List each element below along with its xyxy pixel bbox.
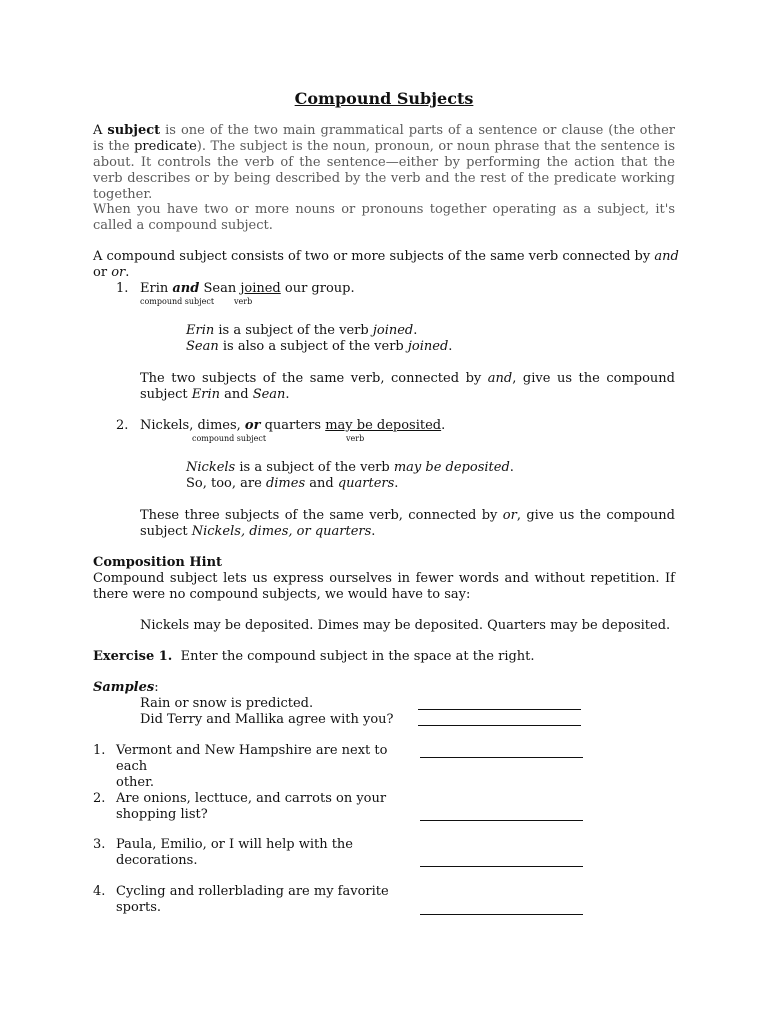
item-line: shopping list? (116, 807, 208, 822)
sample-answer-blank[interactable] (418, 725, 581, 726)
explanation-text: is also a subject of the verb (218, 339, 408, 354)
verb-word: joined (372, 323, 414, 338)
label-verb: verb (234, 297, 253, 306)
item-sentence (116, 743, 416, 791)
summary-text: The two subjects of the same verb, connected by (140, 371, 488, 386)
answer-blank[interactable] (420, 914, 583, 915)
subject-word: Nickels (186, 460, 236, 475)
sentence-text: Erin (140, 281, 173, 296)
hint-heading: Composition Hint (93, 555, 223, 570)
summary-erin: Erin (191, 387, 220, 402)
rule-text: A compound subject consists of two or more subjects of the same verb connected by (93, 249, 655, 264)
example-sentence (140, 281, 540, 297)
explanation-text: and (305, 476, 338, 491)
summary-text: . (371, 524, 376, 539)
explanation-text: So, too, are (186, 476, 266, 491)
intro-paragraph-definition (93, 123, 675, 203)
rule-text: or (93, 265, 112, 280)
explanation-text: is a subject of the verb (235, 460, 394, 475)
sentence-text: . (441, 418, 446, 433)
verb: joined (240, 281, 281, 296)
explanation-text: . (509, 460, 514, 475)
item-line: Cycling and rollerblading are my favorite (116, 884, 389, 899)
item-line: Vermont and New Hampshire are next to each (116, 743, 388, 774)
item-number: 4. (93, 884, 106, 899)
summary-or: or (502, 508, 517, 523)
sentence-text: quarters (260, 418, 326, 433)
subject-word: Sean (186, 339, 219, 354)
exercise-heading (93, 649, 653, 665)
item-line: decorations. (116, 853, 198, 868)
explanation-text: . (448, 339, 453, 354)
sentence-text: Sean (199, 281, 241, 296)
item-line: other. (116, 775, 155, 790)
answer-blank[interactable] (420, 820, 583, 821)
conjunction: or (244, 418, 261, 433)
sample-sentence: Did Terry and Mallika agree with you? (140, 712, 394, 727)
hint-body: Compound subject lets us express ourselves in fewer words and without repetition. If there were no compound subjects, we would have to say: (93, 571, 675, 602)
intro-paragraph-rule (93, 249, 693, 281)
page-title: Compound Subjects (294, 89, 474, 108)
term-predicate: predicate (134, 139, 197, 154)
verb-word: joined (407, 339, 449, 354)
sample-sentence: Rain or snow is predicted. (140, 696, 314, 711)
answer-blank[interactable] (420, 866, 583, 867)
item-sentence (116, 791, 416, 823)
subject-word: Erin (186, 323, 215, 338)
summary-and: and (487, 371, 513, 386)
item-number: 3. (93, 837, 106, 852)
verb-word: may be deposited (393, 460, 510, 475)
example-summary (140, 371, 675, 403)
hint-example: Nickels may be deposited. Dimes may be deposited. Quarters may be deposited. (140, 618, 671, 633)
intro-text: A (93, 123, 108, 138)
term-subject: subject (107, 123, 161, 138)
explanation-text: . (394, 476, 399, 491)
sentence-text: Nickels, dimes, (140, 418, 245, 433)
example-summary (140, 508, 675, 540)
example-sentence (140, 418, 540, 434)
exercise-label: Exercise 1. (93, 649, 173, 664)
item-line: Paula, Emilio, or I will help with the (116, 837, 353, 852)
intro-text: ). The subject is the noun, pronoun, or noun phrase that the sentence is about. It controls the verb of the sentence—either by performing the action that the verb describes or by being described by the verb and the rest of the predicate working together. (93, 139, 676, 202)
samples-label (93, 680, 159, 696)
summary-sean: Sean (252, 387, 286, 402)
item-number: 2. (93, 791, 106, 806)
rule-or: or (111, 265, 126, 280)
example-number: 2. (116, 418, 129, 433)
item-sentence (116, 884, 416, 916)
label-compound-subject: compound subject (140, 297, 215, 306)
rule-and: and (654, 249, 679, 264)
intro-paragraph-compound: When you have two or more nouns or pronouns together operating as a subject, it's called a compound subject. (93, 202, 675, 233)
summary-text: , give us the compound subject (140, 508, 675, 539)
verb: may be deposited (325, 418, 442, 433)
label-verb: verb (346, 434, 365, 443)
summary-text: , give us the compound subject (140, 371, 675, 402)
intro-text: is one of the two main grammatical parts of a sentence or clause (the other is the (93, 123, 675, 154)
label-compound-subject: compound subject (192, 434, 267, 443)
item-line: sports. (116, 900, 162, 915)
summary-list: Nickels, dimes, or quarters (191, 524, 372, 539)
conjunction: and (172, 281, 200, 296)
item-line: Are onions, lecttuce, and carrots on your (116, 791, 387, 806)
explanation-text: is a subject of the verb (214, 323, 373, 338)
explanation-line (186, 339, 586, 355)
explanation-line (186, 323, 586, 339)
subject-word: dimes (265, 476, 306, 491)
explanation-text: . (413, 323, 418, 338)
summary-text: These three subjects of the same verb, connected by (140, 508, 503, 523)
samples-colon: : (154, 680, 159, 695)
explanation-line (186, 476, 606, 492)
item-sentence (116, 837, 416, 869)
rule-text: . (125, 265, 130, 280)
example-number: 1. (116, 281, 129, 296)
exercise-instruction: Enter the compound subject in the space at the right. (180, 649, 535, 664)
explanation-line (186, 460, 606, 476)
subject-word: quarters (337, 476, 395, 491)
summary-text: . (285, 387, 290, 402)
summary-text: and (219, 387, 253, 402)
sample-answer-blank[interactable] (418, 709, 581, 710)
item-number: 1. (93, 743, 106, 758)
samples-heading: Samples (93, 680, 155, 695)
answer-blank[interactable] (420, 757, 583, 758)
sentence-text: our group. (280, 281, 355, 296)
